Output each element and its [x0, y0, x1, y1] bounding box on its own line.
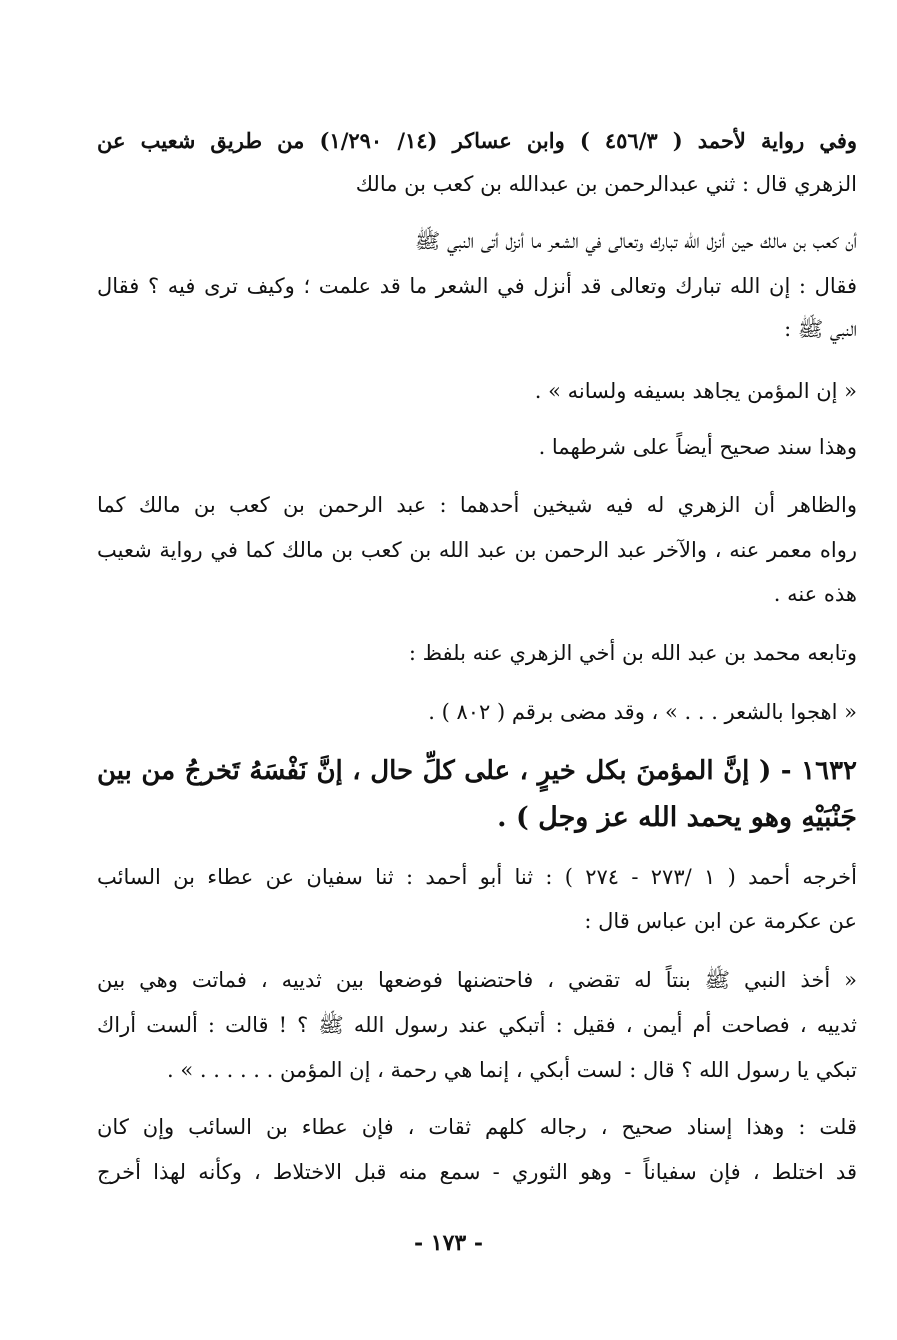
text-line: أن كعب بن مالك حين أنزل الله تبارك وتعالى في الشعر ما أنزل أتى النبي ﷺ [414, 229, 857, 253]
text-line: « اهجوا بالشعر . . . » ، وقد مضى برقم ( ٨٠٢ ) . [428, 700, 857, 724]
text-line: عن عكرمة عن ابن عباس قال : [584, 909, 857, 933]
quote-line: ثدييه ، فصاحت أم أيمن ، فقيل : أتبكي عند رسول الله ﷺ ؟ ! قالت : ألست أراك [97, 1013, 857, 1037]
text-line: رواه معمر عنه ، والآخر عبد الرحمن بن عبد الله بن كعب بن مالك كما في رواية شعيب [97, 538, 857, 562]
text-line: أخرجه أحمد ( ١ /٢٧٣ - ٢٧٤ ) : ثنا أبو أحمد : ثنا سفيان عن عطاء بن السائب [97, 865, 858, 889]
text-line: وفي رواية لأحمد ( ٤٥٦/٣ ) وابن عساكر (١٤/ ١/٢٩٠) من طريق شعيب عن [97, 128, 857, 153]
text-line: وهذا سند صحيح أيضاً على شرطهما . [538, 435, 857, 459]
quote-line: « إن المؤمن يجاهد بسيفه ولسانه » . [534, 379, 857, 403]
hadith-heading-line: جَنْبَيْهِ وهو يحمد الله عز وجل ) . [497, 802, 857, 833]
text-line: وتابعه محمد بن عبد الله بن أخي الزهري عنه بلفظ : [408, 641, 857, 665]
text-line: هذه عنه . [773, 582, 857, 606]
text-line: فقال : إن الله تبارك وتعالى قد أنزل في الشعر ما قد علمت ؛ وكيف ترى فيه ؟ فقال [97, 274, 857, 298]
text-line: والظاهر أن الزهري له فيه شيخين أحدهما : عبد الرحمن بن كعب بن مالك كما [97, 493, 857, 517]
page-number: - ١٧٣ - [413, 1230, 484, 1256]
quote-line: تبكي يا رسول الله ؟ قال : لست أبكي ، إنما هي رحمة ، إن المؤمن . . . . . . » . [167, 1058, 857, 1082]
text-line: النبي ﷺ : [784, 317, 857, 341]
text-line: قلت : وهذا إسناد صحيح ، رجاله كلهم ثقات ، فإن عطاء بن السائب وإن كان [97, 1115, 857, 1139]
text-line: الزهري قال : ثني عبدالرحمن بن عبدالله بن كعب بن مالك [355, 172, 857, 196]
quote-line: « أخذ النبي ﷺ بنتاً له تقضي ، فاحتضنها فوضعها بين ثدييه ، فماتت وهي بين [97, 968, 857, 992]
text-line: قد اختلط ، فإن سفياناً - وهو الثوري - سمع منه قبل الاختلاط ، وكأنه لهذا أخرج [97, 1160, 857, 1184]
hadith-heading-line: ١٦٣٢ - ( إنَّ المؤمنَ بكل خيرٍ ، على كلِّ حال ، إنَّ نَفْسَهُ تَخرجُ من بين [97, 756, 857, 786]
